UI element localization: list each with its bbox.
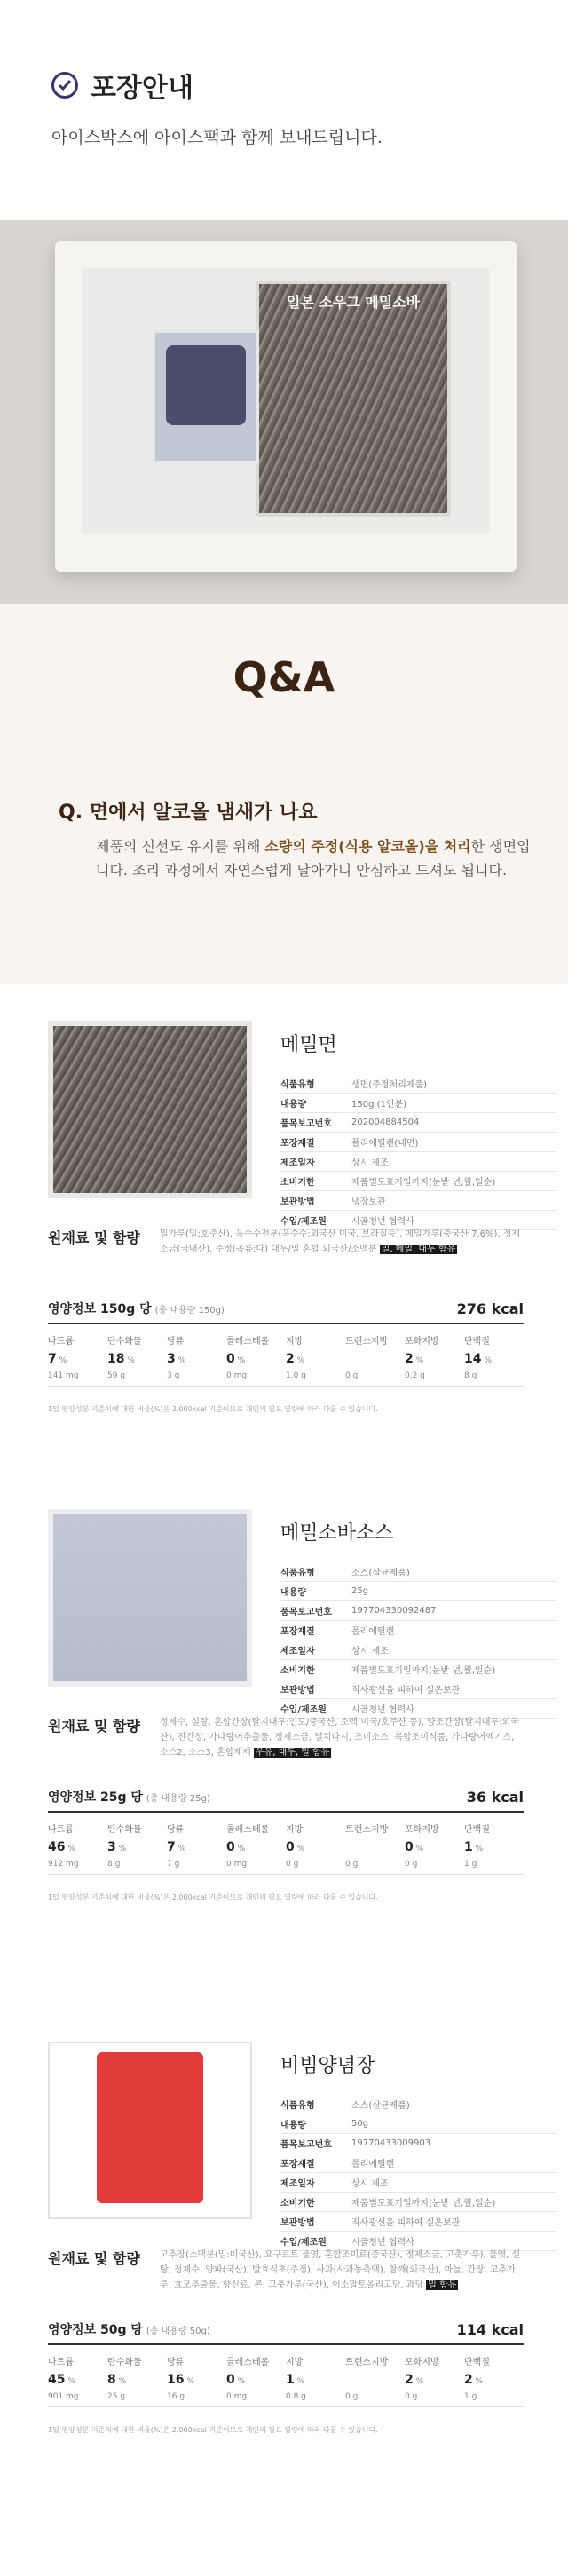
nutrition-label: 영양정보 150g 당 (총 내용량 150g) <box>48 1302 225 1316</box>
nutrition-sub: (총 내용량 25g) <box>146 1794 210 1804</box>
nutrient-cell <box>345 2354 405 2401</box>
qa-title: Q&A <box>233 653 335 701</box>
nutrition-footnote: 1일 영양성분 기준치에 대한 비율(%)은 2,000kcal 기준이므로 개인의 필요 열량에 따라 다를 수 있습니다. <box>48 1405 378 1413</box>
nutrient-name: 당류 <box>167 1825 185 1835</box>
product-spec-table <box>280 1074 556 1230</box>
spec-value: 상시 제조 <box>351 1647 389 1656</box>
spec-row <box>280 1621 556 1640</box>
nutrient-amount: 16 g <box>167 2392 185 2401</box>
spec-row <box>280 1562 556 1582</box>
nutrient-cell <box>48 1333 107 1380</box>
spec-row <box>280 1133 556 1152</box>
spec-value: 시골청년 협력사 <box>351 2238 414 2248</box>
nutrient-name: 콜레스테롤 <box>226 1337 270 1347</box>
nutrient-percent: 0 % <box>286 1840 305 1854</box>
percent-unit: % <box>413 1356 424 1365</box>
nutrient-name: 포화지방 <box>405 1825 439 1835</box>
percent-unit: % <box>115 1845 127 1853</box>
nutrient-amount: 901 mg <box>48 2392 79 2401</box>
spec-row <box>280 1152 556 1172</box>
nutrient-cell <box>464 1821 524 1869</box>
nutrient-cell <box>286 1821 345 1869</box>
nutrition-sub: (총 내용량 150g) <box>154 1306 225 1316</box>
kcal-value: 114 kcal <box>456 2321 524 2338</box>
percent-unit: % <box>294 2377 305 2386</box>
percent-unit: % <box>65 2377 75 2386</box>
spec-value: 50g <box>351 2119 369 2129</box>
spec-label: 내용량 <box>280 2121 306 2130</box>
nutrient-amount: 3 g <box>167 1371 180 1380</box>
nutrient-percent: 16 % <box>167 2373 194 2387</box>
spec-row <box>280 2134 556 2153</box>
spec-label: 제조일자 <box>280 1647 315 1656</box>
nutrient-percent: 0 % <box>226 1840 246 1854</box>
spec-value: 직사광선을 피하여 실온보관 <box>351 2218 461 2228</box>
spec-value: 냉장보관 <box>351 1197 386 1207</box>
qa-answer: 제품의 신선도 유지를 위해 소량의 주정(식용 알코올)을 처리한 생면입니다. 조리 과정에서 자연스럽게 날아가니 안심하고 드셔도 됩니다. <box>96 838 531 879</box>
nutrition-header <box>48 2319 524 2345</box>
nutrient-percent: 2 % <box>405 1352 424 1366</box>
nutrient-percent: 1 % <box>464 1840 484 1854</box>
nutrient-percent: 2 % <box>405 2373 424 2387</box>
spec-value: 직사광선을 피하여 실온보관 <box>351 1686 461 1695</box>
nutrient-percent: 2 % <box>286 1352 305 1366</box>
packaging-title: 포장안내 <box>91 73 193 104</box>
spec-label: 품목보고번호 <box>280 1119 332 1129</box>
nutrient-name: 지방 <box>286 2358 304 2367</box>
spec-row <box>280 1601 556 1621</box>
nutrient-amount: 8 g <box>107 1860 121 1869</box>
percent-unit: % <box>175 1356 186 1365</box>
nutrient-percent: 46 % <box>48 1840 75 1854</box>
nutrient-cell <box>345 1821 405 1869</box>
ingredients-text: 고추장(소맥분(밀:미국산), 요구르트 물엿, 혼합조미료(중국산), 정제소금, 고춧가루), 물엿, 설탕, 정제수, 양파(국산), 발효식초(주정), 사과(사과농축액), 참깨(외국산), 마늘, 간장, 고추가루, 효모추출물, 향신료, 콘, 고춧가루(국산), 이소말토올리고당, 과당 밀 함유 <box>160 2250 521 2290</box>
nutrient-cell <box>286 1333 345 1380</box>
noodle-pack-label: 일본 소우그 메밀소바 <box>286 294 421 311</box>
nutrition-header <box>48 1298 524 1324</box>
nutrient-cell <box>405 1821 464 1869</box>
nutrient-amount: 0.8 g <box>286 2392 306 2401</box>
spec-value: 시골청년 협력사 <box>351 1217 414 1227</box>
percent-unit: % <box>175 1845 186 1853</box>
nutrient-cell <box>286 2354 345 2401</box>
nutrient-name: 트랜스지방 <box>345 1825 389 1835</box>
nutrient-percent: 7 % <box>48 1352 67 1366</box>
ingredients-title: 원재료 및 함량 <box>48 1229 140 1246</box>
spec-row <box>280 1172 556 1191</box>
nutrient-name: 콜레스테롤 <box>226 1825 270 1835</box>
spec-label: 보관방법 <box>280 1686 315 1695</box>
nutrient-amount: 59 g <box>107 1371 126 1380</box>
nutrient-percent: 18 % <box>107 1352 135 1366</box>
spec-label: 제조일자 <box>280 1158 315 1168</box>
nutrition-grid <box>48 1821 524 1875</box>
nutrition-footnote: 1일 영양성분 기준치에 대한 비율(%)은 2,000kcal 기준이므로 개인의 필요 열량에 따라 다를 수 있습니다. <box>48 2426 378 2434</box>
spec-label: 포장재질 <box>280 2160 315 2169</box>
nutrient-percent: 3 % <box>107 1840 127 1854</box>
spec-value: 19770433009903 <box>351 2138 431 2148</box>
nutrient-name: 단백질 <box>464 2358 490 2367</box>
nutrient-amount: 0 mg <box>226 1371 248 1380</box>
nutrient-name: 나트륨 <box>48 1825 74 1835</box>
percent-unit: % <box>234 1356 246 1365</box>
styrofoam-box <box>55 241 517 572</box>
spec-value: 상시 제조 <box>351 2179 389 2189</box>
nutrient-amount: 0 g <box>345 1371 359 1380</box>
ingredients-text: 밀가루(밀:호주산), 옥수수전분(옥수수:외국산 미국, 브라질등), 메밀가루(중국산 7.6%), 정제소금(국내산), 주정(곡류:다) 대두/밀 혼합 외국산/소맥분 밀, 메밀, 대두 함유 <box>160 1229 521 1254</box>
nutrient-name: 당류 <box>167 1337 185 1347</box>
nutrient-amount: 0 g <box>345 1860 359 1869</box>
nutrient-name: 콜레스테롤 <box>226 2358 270 2367</box>
ingredients-title: 원재료 및 함량 <box>48 2250 140 2267</box>
nutrient-name: 당류 <box>167 2358 185 2367</box>
nutrient-amount: 1.0 g <box>286 1371 306 1380</box>
spec-label: 소비기한 <box>280 1666 315 1676</box>
nutrient-cell <box>48 1821 107 1869</box>
qa-question: Q. 면에서 알코올 냄새가 나요 <box>59 802 318 824</box>
nutrient-cell <box>48 2354 107 2401</box>
nutrition-footnote: 1일 영양성분 기준치에 대한 비율(%)은 2,000kcal 기준이므로 개인의 필요 열량에 따라 다를 수 있습니다. <box>48 1893 378 1901</box>
spec-row <box>280 2173 556 2193</box>
nutrient-cell <box>226 2354 286 2401</box>
qa-answer-highlight: 소량의 주정(식용 알코올)을 처리 <box>264 838 471 855</box>
nutrient-name: 지방 <box>286 1825 304 1835</box>
spec-value: 폴리에틸렌 <box>351 1627 395 1637</box>
nutrient-percent: 0 % <box>405 1840 424 1854</box>
spec-value: 폴리에틸렌 <box>351 2160 395 2169</box>
spec-value: 소스(살균제품) <box>351 2101 410 2111</box>
spec-row <box>280 1094 556 1113</box>
spec-row <box>280 2193 556 2212</box>
percent-unit: % <box>413 2377 424 2386</box>
nutrition-label: 영양정보 25g 당 (총 내용량 25g) <box>48 1790 210 1805</box>
spec-row <box>280 1640 556 1660</box>
nutrient-name: 나트륨 <box>48 1337 74 1347</box>
nutrient-amount: 0 g <box>286 1860 299 1869</box>
percent-unit: % <box>184 2377 194 2386</box>
nutrient-amount: 0 mg <box>226 2392 248 2401</box>
spec-label: 소비기한 <box>280 2199 315 2209</box>
product-image <box>48 1509 252 1687</box>
spec-label: 품목보고번호 <box>280 2140 332 2150</box>
product-image <box>48 2042 252 2219</box>
product-image <box>48 1021 252 1198</box>
allergy-badge: 우유, 대두, 밀 함유 <box>255 1748 330 1758</box>
percent-unit: % <box>413 1845 424 1853</box>
spec-label: 내용량 <box>280 1100 306 1110</box>
spec-label: 품목보고번호 <box>280 1608 332 1617</box>
nutrient-amount: 7 g <box>167 1860 180 1869</box>
percent-unit: % <box>294 1356 305 1365</box>
spec-label: 포장재질 <box>280 1627 315 1637</box>
nutrient-name: 포화지방 <box>405 2358 439 2367</box>
nutrient-amount: 0 g <box>345 2392 359 2401</box>
percent-unit: % <box>65 1845 75 1853</box>
percent-unit: % <box>234 2377 246 2386</box>
nutrient-amount: 1 g <box>464 2392 477 2401</box>
sauce-pack-image <box>153 330 259 463</box>
kcal-value: 36 kcal <box>466 1789 524 1806</box>
spec-row <box>280 2114 556 2134</box>
spec-label: 식품유형 <box>280 1080 315 1090</box>
nutrition-header <box>48 1786 524 1813</box>
spec-value: 202004884504 <box>351 1118 420 1127</box>
nutrient-percent: 3 % <box>167 1352 186 1366</box>
ice-box-photo <box>0 220 568 604</box>
percent-unit: % <box>481 1356 492 1365</box>
ingredients-title: 원재료 및 함량 <box>48 1718 140 1734</box>
spec-label: 수입/제조원 <box>280 2238 327 2248</box>
spec-row <box>280 1113 556 1133</box>
nutrient-name: 탄수화물 <box>107 1337 142 1347</box>
allergy-badge: 밀 함유 <box>428 2280 457 2290</box>
spec-row <box>280 1582 556 1601</box>
ingredients-text: 정제수, 설탕, 혼합간장(탈지대두:인도/중국산, 소맥:미국/호주산 등), 양조간장(탈지대두:외국산), 진간장, 가다랑어추출물, 정제소금, 멸치다시, 조미소스, 복합조미식품, 가다랑어엑기스, 소스2, 소스3, 혼합제제 우유, 대두, 밀 함유 <box>160 1718 519 1758</box>
nutrient-cell <box>107 2354 167 2401</box>
percent-unit: % <box>472 2377 484 2386</box>
spec-value: 제품별도표기일까지(눈받 년,월,일순) <box>351 1666 496 1676</box>
nutrient-name: 탄수화물 <box>107 1825 142 1835</box>
nutrient-name: 단백질 <box>464 1337 490 1347</box>
spec-value: 150g (1인분) <box>351 1100 407 1110</box>
spec-label: 소비기한 <box>280 1178 315 1188</box>
nutrient-percent: 0 % <box>226 1352 246 1366</box>
nutrient-amount: 8 g <box>464 1371 477 1380</box>
nutrient-name: 단백질 <box>464 1825 490 1835</box>
kcal-value: 276 kcal <box>456 1300 524 1317</box>
spec-row <box>280 2153 556 2173</box>
spec-label: 식품유형 <box>280 2101 315 2111</box>
nutrient-name: 포화지방 <box>405 1337 439 1347</box>
product-name: 비빔양념장 <box>280 2055 375 2077</box>
nutrient-percent: 8 % <box>107 2373 127 2387</box>
nutrient-cell <box>226 1333 286 1380</box>
spec-value: 폴리에틸렌(내면) <box>351 1139 419 1149</box>
nutrient-percent <box>345 2373 405 2387</box>
packaging-header <box>0 0 568 220</box>
nutrient-percent <box>345 1352 405 1366</box>
nutrient-amount: 912 mg <box>48 1860 79 1869</box>
nutrient-amount: 0 g <box>405 1860 418 1869</box>
nutrient-cell <box>107 1821 167 1869</box>
spec-label: 식품유형 <box>280 1569 315 1578</box>
spec-value: 생면(주정처리제품) <box>351 1080 428 1090</box>
nutrient-cell <box>405 2354 464 2401</box>
nutrient-percent <box>345 1840 405 1854</box>
nutrient-amount: 141 mg <box>48 1371 79 1380</box>
nutrition-sub: (총 내용량 50g) <box>146 2327 210 2336</box>
allergy-badge: 밀, 메밀, 대두 함유 <box>381 1245 456 1254</box>
nutrient-cell <box>167 1333 226 1380</box>
nutrient-percent: 14 % <box>464 1352 492 1366</box>
percent-unit: % <box>234 1845 246 1853</box>
nutrient-cell <box>464 2354 524 2401</box>
nutrient-cell <box>167 1821 226 1869</box>
nutrient-amount: 25 g <box>107 2392 126 2401</box>
product-spec-table <box>280 2095 556 2251</box>
percent-unit: % <box>124 1356 135 1365</box>
nutrient-cell <box>345 1333 405 1380</box>
spec-value: 제품별도표기일까지(눈받 년,월,일순) <box>351 1178 496 1188</box>
spec-row <box>280 1074 556 1094</box>
spec-label: 보관방법 <box>280 2218 315 2228</box>
check-circle-icon <box>51 72 78 99</box>
nutrient-percent: 45 % <box>48 2373 75 2387</box>
nutrient-amount: 0 mg <box>226 1860 248 1869</box>
nutrient-amount: 1 g <box>464 1860 477 1869</box>
spec-label: 수입/제조원 <box>280 1705 327 1715</box>
nutrient-percent: 0 % <box>226 2373 246 2387</box>
percent-unit: % <box>294 1845 305 1853</box>
percent-unit: % <box>115 2377 127 2386</box>
nutrient-name: 트랜스지방 <box>345 1337 389 1347</box>
spec-label: 제조일자 <box>280 2179 315 2189</box>
nutrient-percent: 2 % <box>464 2373 484 2387</box>
spec-label: 포장재질 <box>280 1139 315 1149</box>
spec-value: 상시 제조 <box>351 1158 389 1168</box>
nutrient-amount: 0.2 g <box>405 1371 425 1380</box>
percent-unit: % <box>472 1845 484 1853</box>
nutrient-amount: 0 g <box>405 2392 418 2401</box>
packaging-subtitle: 아이스박스에 아이스팩과 함께 보내드립니다. <box>51 128 383 147</box>
spec-row <box>280 2095 556 2114</box>
spec-value: 25g <box>351 1586 369 1596</box>
spec-row <box>280 2212 556 2232</box>
percent-unit: % <box>56 1356 67 1365</box>
spec-value: 소스(살균제품) <box>351 1569 410 1578</box>
nutrient-cell <box>464 1333 524 1380</box>
qa-section <box>0 604 568 984</box>
nutrient-cell <box>405 1333 464 1380</box>
spec-label: 수입/제조원 <box>280 1217 327 1227</box>
packaging-title-row <box>51 66 568 105</box>
nutrient-name: 지방 <box>286 1337 304 1347</box>
spec-row <box>280 1191 556 1211</box>
spec-label: 내용량 <box>280 1588 306 1598</box>
spec-value: 시골청년 협력사 <box>351 1705 414 1715</box>
spec-row <box>280 1679 556 1699</box>
nutrition-grid <box>48 2354 524 2407</box>
spec-row <box>280 1660 556 1679</box>
spec-label: 보관방법 <box>280 1197 315 1207</box>
spec-value: 197704330092487 <box>351 1606 437 1616</box>
nutrient-cell <box>107 1333 167 1380</box>
nutrition-grid <box>48 1333 524 1387</box>
nutrient-name: 탄수화물 <box>107 2358 142 2367</box>
nutrient-percent: 7 % <box>167 1840 186 1854</box>
product-name: 메밀소바소스 <box>280 1522 394 1545</box>
spec-value: 제품별도표기일까지(눈받 년,월,일순) <box>351 2199 496 2209</box>
nutrient-cell <box>226 1821 286 1869</box>
product-name: 메밀면 <box>280 1034 337 1056</box>
product-spec-table <box>280 1562 556 1719</box>
nutrient-percent: 1 % <box>286 2373 305 2387</box>
sauce-tube-icon <box>97 2052 203 2203</box>
nutrition-label: 영양정보 50g 당 (총 내용량 50g) <box>48 2323 210 2337</box>
nutrient-cell <box>167 2354 226 2401</box>
nutrient-name: 나트륨 <box>48 2358 74 2367</box>
nutrient-name: 트랜스지방 <box>345 2358 389 2367</box>
noodle-pack-image <box>256 281 451 517</box>
